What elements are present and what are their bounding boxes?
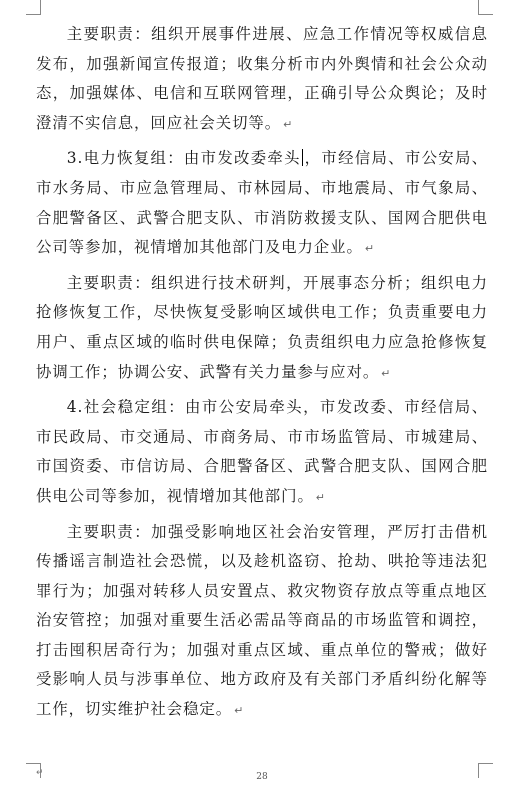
paragraph-text-after-cursor: ，市经信局、市公安局、市水务局、市应急管理局、市林园局、市地震局、市气象局、合肥警备区、武警合肥支队、市消防救援支队、国网合肥供电公司等参加，视情增加其他部门及电力企业。 <box>36 149 489 257</box>
paragraph-text: 主要职责：加强受影响地区社会治安管理，严厉打击借机传播谣言制造社会恐慌，以及趁机盗窃、抢劫、哄抢等违法犯罪行为；加强对转移人员安置点、救灾物资存放点等重点地区治安管控；加强对重要生活必需品等商品的市场监管和调控，打击囤积居奇行为；加强对重点区域、重点单位的警戒；做好受影响人员与涉事单位、地方政府及有关部门矛盾纠纷化解等工作，切实维护社会稳定。 <box>36 522 488 719</box>
footer-paragraph-mark-icon: ↵ <box>36 768 44 778</box>
crop-mark-top-right <box>478 0 493 15</box>
paragraph-stability-duties <box>36 518 488 726</box>
paragraph-power-duties <box>36 269 488 388</box>
paragraph-mark-icon: ↵ <box>364 242 375 256</box>
paragraph-text: 3.电力恢复组：由市发改委牵头 <box>66 149 301 168</box>
paragraph-text: 主要职责：组织进行技术研判，开展事态分析；组织电力抢修恢复工作，尽快恢复受影响区域供电工作；负责重要电力用户、重点区域的临时供电保障；负责组织电力应急抢修恢复协调工作；协调公安、武警有关力量参与应对。 <box>36 273 488 381</box>
paragraph-power-group <box>36 144 488 263</box>
paragraph-mark-icon: ↵ <box>234 704 245 718</box>
page-number: 28 <box>256 772 268 782</box>
paragraph-mark-icon: ↵ <box>381 366 392 380</box>
paragraph-mark-icon: ↵ <box>315 490 326 504</box>
paragraph-text: 4.社会稳定组：由市公安局牵头，市发改委、市经信局、市民政局、市交通局、市商务局、市市场监管局、市城建局、市国资委、市信访局、合肥警备区、武警合肥支队、国网合肥供电公司等参加，视情增加其他部门。 <box>36 398 488 505</box>
paragraph-stability-group <box>36 393 488 512</box>
paragraph-news-duties <box>36 20 488 139</box>
crop-mark-top-left <box>26 0 41 15</box>
paragraph-text: 主要职责：组织开展事件进展、应急工作情况等权威信息发布，加强新闻宣传报道；收集分析市内外舆情和社会公众动态，加强媒体、电信和互联网管理，正确引导公众舆论；及时澄清不实信息，回应社会关切等。 <box>36 25 488 132</box>
paragraph-mark-icon: ↵ <box>283 117 294 131</box>
document-body[interactable] <box>36 20 488 731</box>
